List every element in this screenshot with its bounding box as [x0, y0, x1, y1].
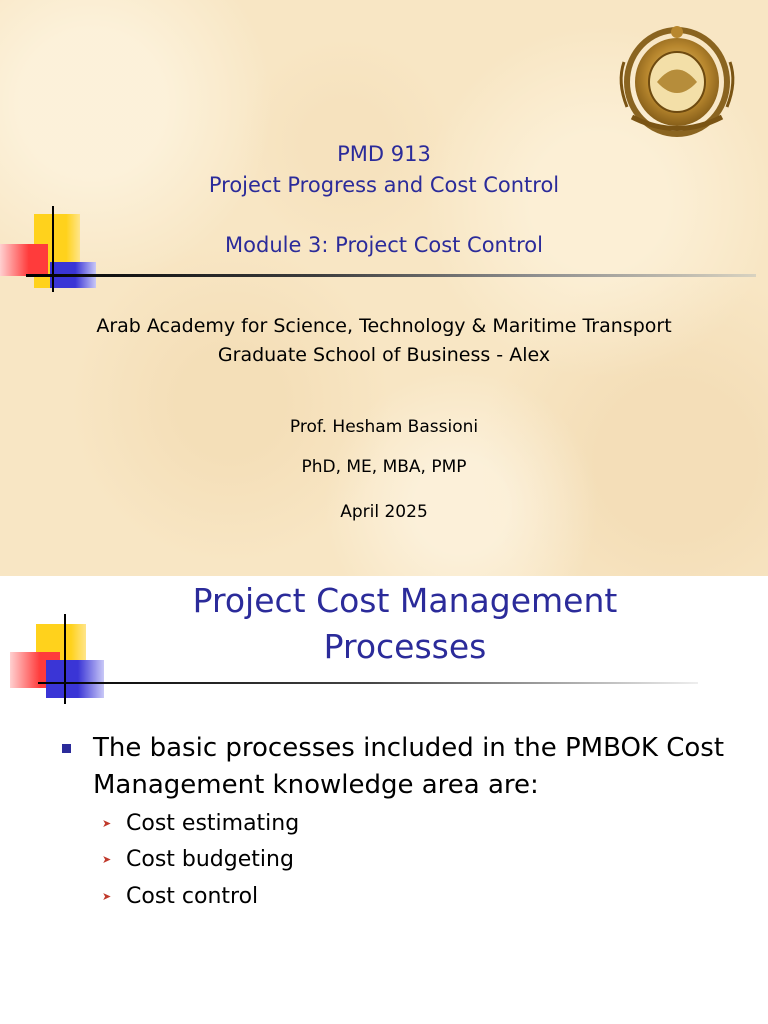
sub-item-text: Cost control — [126, 884, 259, 909]
slide-title-line-1: Project Cost Management — [192, 581, 618, 620]
professor-name: Prof. Hesham Bassioni — [289, 417, 479, 437]
vertical-rule — [64, 614, 66, 704]
module-title: Module 3: Project Cost Control — [225, 233, 543, 257]
school-name: Graduate School of Business - Alex — [217, 344, 551, 366]
square-bullet-icon — [62, 744, 71, 753]
horizontal-rule — [26, 274, 756, 277]
course-title: Project Progress and Cost Control — [208, 173, 560, 197]
sub-item-text: Cost estimating — [126, 811, 300, 836]
arrow-bullet-icon: ➤ — [102, 817, 112, 830]
presentation-date: April 2025 — [340, 502, 428, 522]
bullet-text: The basic processes included in the PMBOK Cost Management knowledge area are: — [93, 733, 725, 800]
arrow-bullet-icon: ➤ — [102, 853, 112, 866]
list-item — [102, 845, 502, 877]
institution-name: Arab Academy for Science, Technology & Maritime Transport — [96, 315, 672, 337]
list-item — [102, 882, 502, 914]
course-code: PMD 913 — [337, 142, 431, 166]
list-item — [102, 809, 502, 841]
professor-credentials: PhD, ME, MBA, PMP — [301, 457, 467, 477]
academy-seal-logo — [602, 22, 752, 140]
sub-item-text: Cost budgeting — [126, 847, 294, 872]
slide-title-line-2: Processes — [323, 627, 487, 666]
arrow-bullet-icon: ➤ — [102, 890, 112, 903]
content-slide — [0, 576, 768, 1024]
horizontal-rule — [38, 682, 698, 684]
